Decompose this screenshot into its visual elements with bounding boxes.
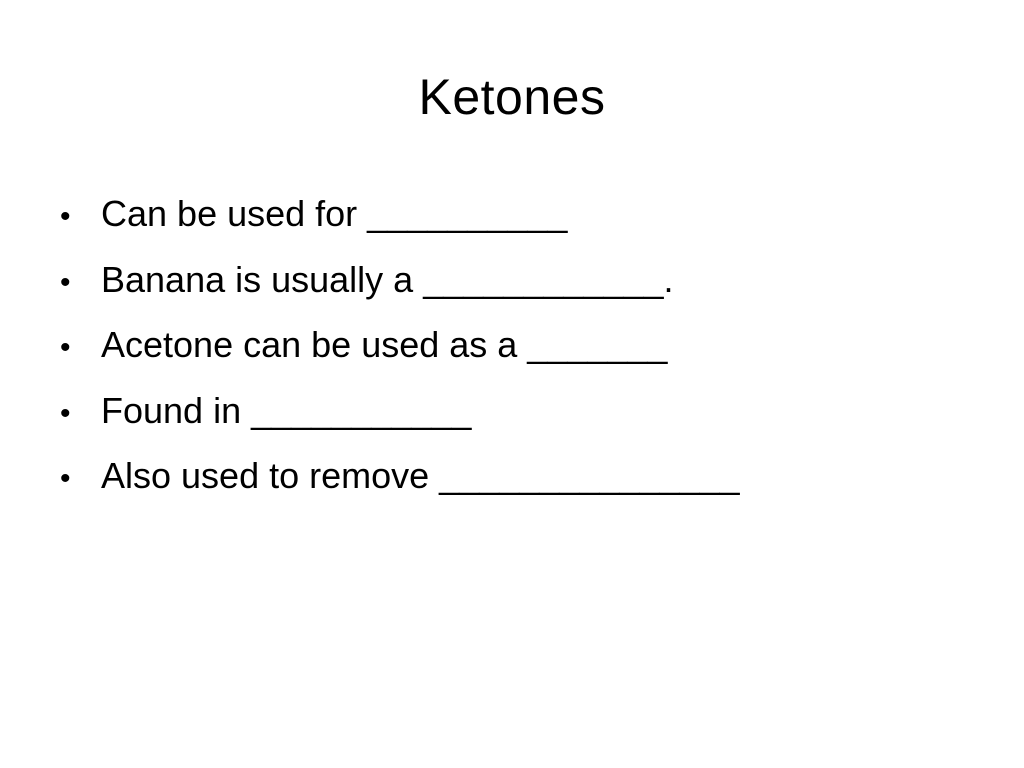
bullet-icon: • <box>60 331 71 364</box>
bullet-list <box>60 183 960 511</box>
bullet-icon: • <box>60 265 71 299</box>
bullet-item <box>60 314 960 380</box>
bullet-item <box>60 249 960 315</box>
bullet-text: Can be used for __________ <box>101 193 568 234</box>
bullet-item <box>60 183 960 249</box>
bullet-icon: • <box>60 396 71 430</box>
bullet-text: Found in ___________ <box>101 389 472 431</box>
bullet-item <box>60 380 960 446</box>
slide-title: Ketones <box>418 69 606 125</box>
bullet-icon: • <box>60 200 71 233</box>
bullet-icon: • <box>60 462 71 495</box>
bullet-text: Banana is usually a ____________. <box>101 258 674 300</box>
bullet-text: Acetone can be used as a _______ <box>101 324 668 365</box>
bullet-text: Also used to remove _______________ <box>101 455 740 496</box>
bullet-item <box>60 445 960 511</box>
